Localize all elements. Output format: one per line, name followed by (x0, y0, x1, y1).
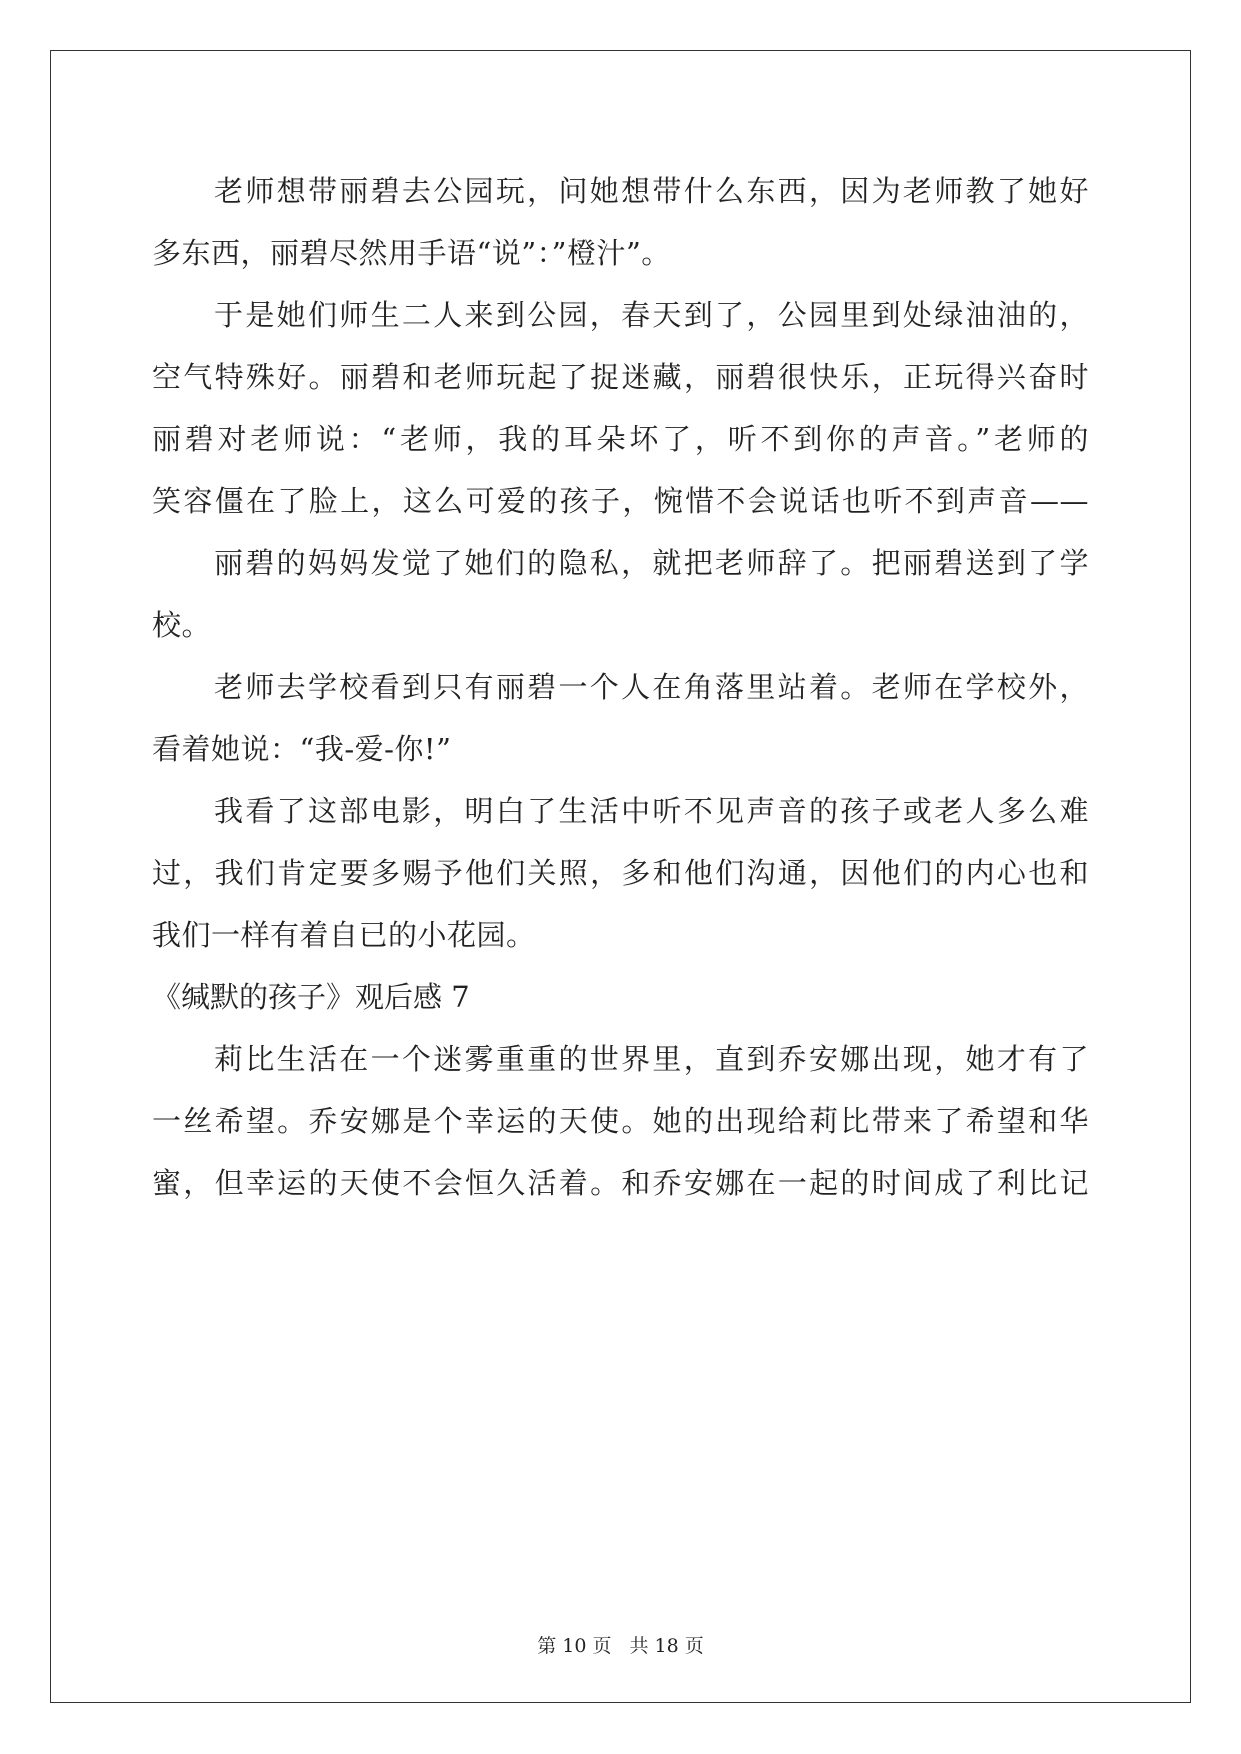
page-number-current: 第 10 页 (537, 1635, 612, 1657)
paragraph-line: 丽碧的妈妈发觉了她们的隐私，就把老师辞了。把丽碧送到了学 (214, 546, 1089, 580)
paragraph-line: 于是她们师生二人来到公园，春天到了，公园里到处绿油油的， (214, 298, 1089, 332)
section-heading: 《缄默的孩子》观后感 7 (152, 980, 470, 1014)
paragraph-line: 空气特殊好。丽碧和老师玩起了捉迷藏，丽碧很快乐，正玩得兴奋时 (152, 360, 1089, 394)
paragraph-line: 老师去学校看到只有丽碧一个人在角落里站着。老师在学校外， (214, 670, 1089, 704)
page-number-total: 共 18 页 (629, 1635, 704, 1657)
paragraph-line: 丽碧对老师说：“老师，我的耳朵坏了，听不到你的声音。”老师的 (152, 422, 1089, 456)
paragraph-line: 莉比生活在一个迷雾重重的世界里，直到乔安娜出现，她才有了 (214, 1042, 1089, 1076)
paragraph-line: 我们一样有着自已的小花园。 (152, 918, 536, 952)
paragraph-line: 过，我们肯定要多赐予他们关照，多和他们沟通，因他们的内心也和 (152, 856, 1089, 890)
paragraph-line: 我看了这部电影，明白了生活中听不见声音的孩子或老人多么难 (214, 794, 1089, 828)
paragraph-line: 蜜，但幸运的天使不会恒久活着。和乔安娜在一起的时间成了利比记 (152, 1166, 1089, 1200)
paragraph-line: 多东西，丽碧尽然用手语“说”：”橙汁”。 (152, 236, 671, 270)
page-footer (0, 1631, 1241, 1658)
paragraph-line: 笑容僵在了脸上，这么可爱的孩子，惋惜不会说话也听不到声音—— (152, 484, 1089, 518)
paragraph-line: 校。 (152, 608, 212, 642)
document-body (152, 160, 1089, 1214)
paragraph-line: 看着她说：“我-爱-你!” (152, 732, 452, 766)
paragraph-line: 老师想带丽碧去公园玩，问她想带什么东西，因为老师教了她好 (214, 174, 1089, 208)
paragraph-line: 一丝希望。乔安娜是个幸运的天使。她的出现给莉比带来了希望和华 (152, 1104, 1089, 1138)
